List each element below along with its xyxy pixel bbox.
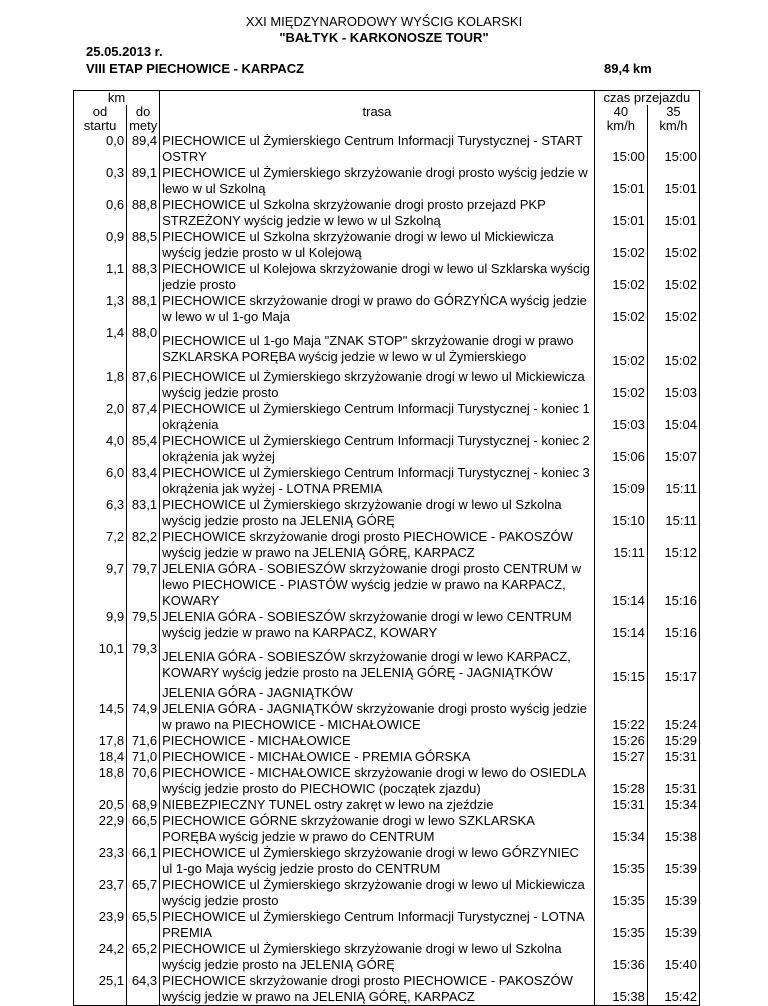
time-40kmh: 15:02 bbox=[594, 229, 647, 261]
time-40kmh: 15:02 bbox=[594, 369, 647, 401]
km-to-finish: 66,5 bbox=[127, 813, 160, 845]
table-row bbox=[74, 133, 700, 165]
km-from-start: 2,0 bbox=[74, 401, 127, 433]
table-row bbox=[74, 401, 700, 433]
trasa-header: trasa bbox=[160, 91, 595, 134]
km-from-start: 6,0 bbox=[74, 465, 127, 497]
km-to-finish: 87,4 bbox=[127, 401, 160, 433]
table-row bbox=[74, 197, 700, 229]
table-row bbox=[74, 229, 700, 261]
table-row bbox=[74, 165, 700, 197]
route-table bbox=[73, 90, 700, 1006]
time-35kmh: 15:31 bbox=[647, 765, 699, 797]
time-35kmh: 15:16 bbox=[647, 609, 699, 641]
km-from-start: 17,8 bbox=[74, 733, 127, 749]
table-row bbox=[74, 465, 700, 497]
stage-distance: 89,4 km bbox=[604, 61, 652, 76]
table-row bbox=[74, 701, 700, 733]
km-from-start: 9,7 bbox=[74, 561, 127, 609]
route-description: PIECHOWICE ul Żymierskiego skrzyżowanie drogi w lewo GÓRZYNIEC ul 1-go Maja wyścig jedzie prosto do CENTRUM bbox=[160, 845, 595, 877]
km-from-start: 18,4 bbox=[74, 749, 127, 765]
km-to-finish: 74,9 bbox=[127, 701, 160, 733]
tour-name: "BAŁTYK - KARKONOSZE TOUR" bbox=[279, 30, 489, 45]
table-row bbox=[74, 261, 700, 293]
time-40kmh: 15:01 bbox=[594, 165, 647, 197]
km-to-finish: 88,5 bbox=[127, 229, 160, 261]
route-description: PIECHOWICE ul Żymierskiego skrzyżowanie drogi w lewo ul Szkolna wyścig jedzie prosto na JELENIĄ GÓRĘ bbox=[160, 497, 595, 529]
time-35kmh: 15:39 bbox=[647, 909, 699, 941]
route-description: JELENIA GÓRA - SOBIESZÓW skrzyżowanie drogi w lewo KARPACZ, KOWARY wyścig jedzie prosto na JELENIĄ GÓRĘ - JAGNIĄTKÓW bbox=[160, 641, 595, 685]
km-from-start: 22,9 bbox=[74, 813, 127, 845]
table-row bbox=[74, 561, 700, 609]
km-to-finish: 64,3 bbox=[127, 973, 160, 1006]
route-description: PIECHOWICE - MICHAŁOWICE - PREMIA GÓRSKA bbox=[160, 749, 595, 765]
time-40kmh: 15:10 bbox=[594, 497, 647, 529]
km-to-finish: 88,1 bbox=[127, 293, 160, 325]
time-40kmh: 15:02 bbox=[594, 261, 647, 293]
route-description: PIECHOWICE skrzyżowanie drogi w prawo do GÓRZYŃCA wyścig jedzie w lewo w ul 1-go Maja bbox=[160, 293, 595, 325]
km-to-finish: 89,1 bbox=[127, 165, 160, 197]
mety-header: mety bbox=[127, 119, 160, 133]
route-description: PIECHOWICE ul Żymierskiego Centrum Informacji Turystycznej - koniec 3 okrążenia jak wyżej - LOTNA PREMIA bbox=[160, 465, 595, 497]
time-35kmh: 15:02 bbox=[647, 229, 699, 261]
table-row bbox=[74, 749, 700, 765]
time-35kmh: 15:17 bbox=[647, 641, 699, 685]
km-to-finish: 70,6 bbox=[127, 765, 160, 797]
km-from-start: 24,2 bbox=[74, 941, 127, 973]
km-from-start: 0,0 bbox=[74, 133, 127, 165]
time-40kmh: 15:11 bbox=[594, 529, 647, 561]
czas-header: czas przejazdu bbox=[594, 91, 699, 106]
route-description: PIECHOWICE ul Żymierskiego Centrum Informacji Turystycznej - START OSTRY bbox=[160, 133, 595, 165]
km-to-finish: 65,7 bbox=[127, 877, 160, 909]
race-date: 25.05.2013 r. bbox=[86, 44, 163, 59]
km-from-start: 1,8 bbox=[74, 369, 127, 401]
table-row bbox=[74, 609, 700, 641]
route-description: PIECHOWICE ul 1-go Maja "ZNAK STOP" skrzyżowanie drogi w prawo SZKLARSKA PORĘBA wyścig jedzie w lewo w ul Żymierskiego bbox=[160, 325, 595, 369]
table-row bbox=[74, 973, 700, 1006]
km-to-finish: 83,4 bbox=[127, 465, 160, 497]
table-row bbox=[74, 497, 700, 529]
time-40kmh: 15:14 bbox=[594, 609, 647, 641]
km-from-start: 25,1 bbox=[74, 973, 127, 1006]
km-from-start: 0,3 bbox=[74, 165, 127, 197]
time-35kmh: 15:11 bbox=[647, 497, 699, 529]
time-35kmh bbox=[647, 685, 699, 701]
time-40kmh bbox=[594, 685, 647, 701]
route-description: PIECHOWICE ul Żymierskiego skrzyżowanie drogi w lewo ul Szkolna wyścig jedzie prosto na JELENIĄ GÓRĘ bbox=[160, 941, 595, 973]
table-row bbox=[74, 941, 700, 973]
stage-name: VIII ETAP PIECHOWICE - KARPACZ bbox=[86, 61, 305, 76]
time-35kmh: 15:34 bbox=[647, 797, 699, 813]
km-from-start: 23,3 bbox=[74, 845, 127, 877]
route-description: JELENIA GÓRA - SOBIESZÓW skrzyżowanie drogi prosto CENTRUM w lewo PIECHOWICE - PIASTÓW wyścig jedzie w prawo na KARPACZ, KOWARY bbox=[160, 561, 595, 609]
route-description: PIECHOWICE ul Szkolna skrzyżowanie drogi w lewo ul Mickiewicza wyścig jedzie prosto w ul Kolejową bbox=[160, 229, 595, 261]
time-40kmh: 15:35 bbox=[594, 845, 647, 877]
time-35kmh: 15:04 bbox=[647, 401, 699, 433]
table-row bbox=[74, 877, 700, 909]
km-to-finish: 71,0 bbox=[127, 749, 160, 765]
route-description: PIECHOWICE GÓRNE skrzyżowanie drogi w lewo SZKLARSKA PORĘBA wyścig jedzie w prawo do CENTRUM bbox=[160, 813, 595, 845]
time-40kmh: 15:00 bbox=[594, 133, 647, 165]
time-40kmh: 15:28 bbox=[594, 765, 647, 797]
table-row bbox=[74, 813, 700, 845]
km-from-start: 1,3 bbox=[74, 293, 127, 325]
km-to-finish: 83,1 bbox=[127, 497, 160, 529]
time-40kmh: 15:27 bbox=[594, 749, 647, 765]
km-to-finish: 79,5 bbox=[127, 609, 160, 641]
km-to-finish: 66,1 bbox=[127, 845, 160, 877]
table-row bbox=[74, 293, 700, 325]
km-from-start: 0,9 bbox=[74, 229, 127, 261]
time-40kmh: 15:14 bbox=[594, 561, 647, 609]
route-description: PIECHOWICE ul Szkolna skrzyżowanie drogi prosto przejazd PKP STRZEŻONY wyścig jedzie w lewo w ul Szkolną bbox=[160, 197, 595, 229]
time-40kmh: 15:03 bbox=[594, 401, 647, 433]
route-description: PIECHOWICE ul Żymierskiego skrzyżowanie drogi prosto wyścig jedzie w lewo w ul Szkolną bbox=[160, 165, 595, 197]
time-40kmh: 15:36 bbox=[594, 941, 647, 973]
startu-header: startu bbox=[74, 119, 127, 133]
km-from-start: 23,9 bbox=[74, 909, 127, 941]
km-from-start: 1,1 bbox=[74, 261, 127, 293]
route-description: JELENIA GÓRA - JAGNIĄTKÓW skrzyżowanie drogi prosto wyścig jedzie w prawo na PIECHOWICE - MICHAŁOWICE bbox=[160, 701, 595, 733]
km-from-start: 7,2 bbox=[74, 529, 127, 561]
time-35kmh: 15:01 bbox=[647, 197, 699, 229]
time-35kmh: 15:24 bbox=[647, 701, 699, 733]
table-row bbox=[74, 733, 700, 749]
time-35kmh: 15:07 bbox=[647, 433, 699, 465]
route-description: PIECHOWICE ul Kolejowa skrzyżowanie drogi w lewo ul Szklarska wyścig jedzie prosto bbox=[160, 261, 595, 293]
od-header: od bbox=[74, 105, 127, 119]
time-35kmh: 15:02 bbox=[647, 293, 699, 325]
time-35kmh: 15:00 bbox=[647, 133, 699, 165]
table-row bbox=[74, 433, 700, 465]
table-row bbox=[74, 797, 700, 813]
km-header: km bbox=[74, 91, 160, 106]
km-from-start: 1,4 bbox=[74, 325, 127, 369]
unit1-header: km/h bbox=[594, 119, 647, 133]
km-to-finish: 65,5 bbox=[127, 909, 160, 941]
time-35kmh: 15:11 bbox=[647, 465, 699, 497]
km-from-start: 23,7 bbox=[74, 877, 127, 909]
km-to-finish: 79,3 bbox=[127, 641, 160, 685]
time-40kmh: 15:02 bbox=[594, 325, 647, 369]
route-description: PIECHOWICE - MICHAŁOWICE bbox=[160, 733, 595, 749]
route-description: JELENIA GÓRA - JAGNIĄTKÓW bbox=[160, 685, 595, 701]
header-row-1 bbox=[74, 91, 700, 106]
time-40kmh: 15:09 bbox=[594, 465, 647, 497]
km-to-finish: 79,7 bbox=[127, 561, 160, 609]
time-35kmh: 15:39 bbox=[647, 845, 699, 877]
time-40kmh: 15:06 bbox=[594, 433, 647, 465]
route-description: PIECHOWICE ul Żymierskiego skrzyżowanie drogi w lewo ul Mickiewicza wyścig jedzie prosto bbox=[160, 369, 595, 401]
table-row bbox=[74, 765, 700, 797]
route-description: JELENIA GÓRA - SOBIESZÓW skrzyżowanie drogi w lewo CENTRUM wyścig jedzie w prawo na KARPACZ, KOWARY bbox=[160, 609, 595, 641]
table-row bbox=[74, 325, 700, 369]
km-to-finish: 88,3 bbox=[127, 261, 160, 293]
time-35kmh: 15:29 bbox=[647, 733, 699, 749]
km-to-finish: 82,2 bbox=[127, 529, 160, 561]
speed1-header: 40 bbox=[594, 105, 647, 119]
route-description: PIECHOWICE ul Żymierskiego Centrum Informacji Turystycznej - koniec 1 okrążenia bbox=[160, 401, 595, 433]
route-description: PIECHOWICE ul Żymierskiego Centrum Informacji Turystycznej - LOTNA PREMIA bbox=[160, 909, 595, 941]
table-row bbox=[74, 369, 700, 401]
time-40kmh: 15:26 bbox=[594, 733, 647, 749]
time-40kmh: 15:02 bbox=[594, 293, 647, 325]
table-row bbox=[74, 685, 700, 701]
time-35kmh: 15:02 bbox=[647, 261, 699, 293]
time-35kmh: 15:31 bbox=[647, 749, 699, 765]
do-header: do bbox=[127, 105, 160, 119]
time-35kmh: 15:02 bbox=[647, 325, 699, 369]
time-40kmh: 15:15 bbox=[594, 641, 647, 685]
km-from-start: 9,9 bbox=[74, 609, 127, 641]
km-to-finish: 88,8 bbox=[127, 197, 160, 229]
km-from-start: 4,0 bbox=[74, 433, 127, 465]
time-40kmh: 15:22 bbox=[594, 701, 647, 733]
time-40kmh: 15:31 bbox=[594, 797, 647, 813]
time-35kmh: 15:12 bbox=[647, 529, 699, 561]
time-40kmh: 15:35 bbox=[594, 877, 647, 909]
time-35kmh: 15:38 bbox=[647, 813, 699, 845]
route-description: PIECHOWICE skrzyżowanie drogi prosto PIECHOWICE - PAKOSZÓW wyścig jedzie w prawo na JELENIĄ GÓRĘ, KARPACZ bbox=[160, 529, 595, 561]
time-35kmh: 15:03 bbox=[647, 369, 699, 401]
time-35kmh: 15:39 bbox=[647, 877, 699, 909]
km-to-finish bbox=[127, 685, 160, 701]
km-from-start bbox=[74, 685, 127, 701]
km-from-start: 10,1 bbox=[74, 641, 127, 685]
time-35kmh: 15:16 bbox=[647, 561, 699, 609]
route-description: PIECHOWICE ul Żymierskiego skrzyżowanie drogi w lewo ul Mickiewicza wyścig jedzie prosto bbox=[160, 877, 595, 909]
km-from-start: 0,6 bbox=[74, 197, 127, 229]
time-35kmh: 15:40 bbox=[647, 941, 699, 973]
table-row bbox=[74, 641, 700, 685]
km-to-finish: 65,2 bbox=[127, 941, 160, 973]
table-row bbox=[74, 845, 700, 877]
time-40kmh: 15:34 bbox=[594, 813, 647, 845]
route-description: NIEBEZPIECZNY TUNEL ostry zakręt w lewo na zjeździe bbox=[160, 797, 595, 813]
km-to-finish: 88,0 bbox=[127, 325, 160, 369]
route-description: PIECHOWICE - MICHAŁOWICE skrzyżowanie drogi w lewo do OSIEDLA wyścig jedzie prosto do PIECHOWIC (początek zjazdu) bbox=[160, 765, 595, 797]
km-from-start: 14,5 bbox=[74, 701, 127, 733]
km-to-finish: 89,4 bbox=[127, 133, 160, 165]
time-35kmh: 15:01 bbox=[647, 165, 699, 197]
km-to-finish: 85,4 bbox=[127, 433, 160, 465]
speed2-header: 35 bbox=[647, 105, 699, 119]
table-row bbox=[74, 909, 700, 941]
unit2-header: km/h bbox=[647, 119, 699, 133]
time-35kmh: 15:42 bbox=[647, 973, 699, 1006]
km-to-finish: 68,9 bbox=[127, 797, 160, 813]
time-40kmh: 15:35 bbox=[594, 909, 647, 941]
km-from-start: 6,3 bbox=[74, 497, 127, 529]
route-description: PIECHOWICE skrzyżowanie drogi prosto PIECHOWICE - PAKOSZÓW wyścig jedzie w prawo na JELENIĄ GÓRĘ, KARPACZ bbox=[160, 973, 595, 1006]
time-40kmh: 15:38 bbox=[594, 973, 647, 1006]
table-row bbox=[74, 529, 700, 561]
route-description: PIECHOWICE ul Żymierskiego Centrum Informacji Turystycznej - koniec 2 okrążenia jak wyżej bbox=[160, 433, 595, 465]
km-to-finish: 71,6 bbox=[127, 733, 160, 749]
km-from-start: 20,5 bbox=[74, 797, 127, 813]
document-title: XXI MIĘDZYNARODOWY WYŚCIG KOLARSKI bbox=[245, 14, 523, 29]
time-40kmh: 15:01 bbox=[594, 197, 647, 229]
km-from-start: 18,8 bbox=[74, 765, 127, 797]
km-to-finish: 87,6 bbox=[127, 369, 160, 401]
